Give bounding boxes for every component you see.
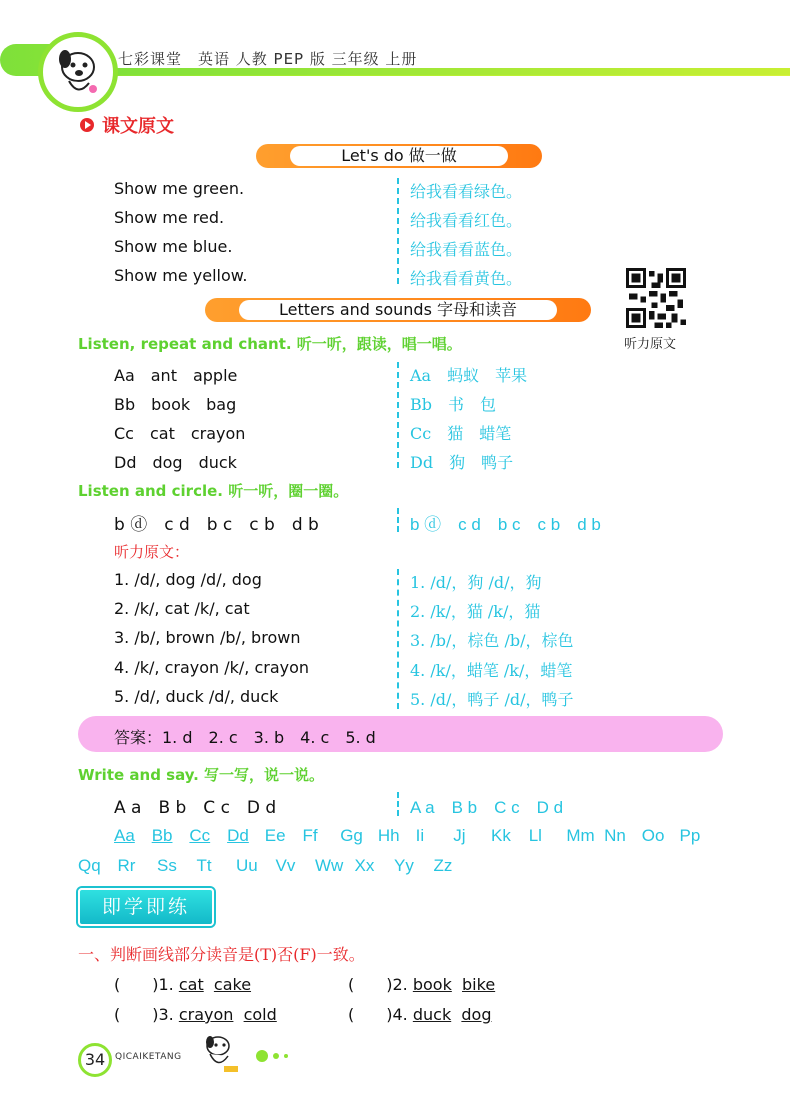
- practice-word: bike: [462, 975, 496, 994]
- write-row-left: A a B b C c D d: [114, 798, 277, 818]
- alphabet-letter: Ff: [302, 826, 318, 845]
- answer-text: 答案：1. d 2. c 3. b 4. c 5. d: [114, 728, 376, 747]
- circle-row-left: b ⓓ c d b c c b d b: [114, 515, 319, 535]
- practice-word: dog: [461, 1005, 492, 1024]
- alphabet-letter: Cc: [189, 826, 211, 845]
- letter-cn-4: Dd 狗 鸭子: [410, 453, 514, 472]
- qr-code-icon[interactable]: [626, 268, 686, 328]
- lets-do-en-4: Show me yellow.: [114, 266, 248, 285]
- letter-cn-1: Aa 蚂蚁 苹果: [410, 366, 528, 385]
- header-title: 七彩课堂 英语 人教 PEP 版 三年级 上册: [118, 50, 418, 68]
- alphabet-letter: Hh: [377, 826, 400, 845]
- alphabet-letter: Aa: [114, 826, 135, 845]
- lets-do-en-3: Show me blue.: [114, 237, 233, 256]
- lets-do-banner: [256, 144, 542, 168]
- alphabet-letter: Vv: [275, 856, 296, 875]
- alphabet-letter: Xx: [354, 856, 375, 875]
- mascot-logo: [38, 32, 118, 112]
- alphabet-letter: Jj: [453, 826, 466, 845]
- practice-item-prefix: ( )1.: [114, 975, 179, 994]
- alphabet-letter: Qq: [78, 856, 101, 875]
- script-cn-2: 2. /k/，猫 /k/，猫: [410, 602, 541, 621]
- alphabet-letter: Tt: [196, 856, 212, 875]
- practice-word: crayon: [178, 1005, 234, 1024]
- alphabet-letter: Bb: [151, 826, 173, 845]
- letter-en-4: Dd dog duck: [114, 453, 237, 472]
- script-en-3: 3. /b/, brown /b/, brown: [114, 628, 301, 647]
- practice-word: book: [412, 975, 452, 994]
- practice-badge: [78, 888, 214, 926]
- practice-item-3: [114, 1002, 277, 1025]
- alphabet-letter: Ii: [415, 826, 425, 845]
- practice-item-prefix: ( )3.: [114, 1005, 179, 1024]
- alphabet-letter: Zz: [433, 856, 453, 875]
- dog-mascot-footer-icon: [196, 1030, 306, 1080]
- letter-en-1: Aa ant apple: [114, 366, 238, 385]
- lets-do-cn-3: 给我看看蓝色。: [410, 240, 523, 259]
- letters-sounds-banner-label: Letters and sounds 字母和读音: [239, 300, 557, 320]
- lets-do-cn-4: 给我看看黄色。: [410, 269, 523, 288]
- letters-sounds-banner: [205, 298, 591, 322]
- practice-word: cake: [213, 975, 252, 994]
- script-cn-4: 4. /k/，蜡笔 /k/，蜡笔: [410, 661, 573, 680]
- header-underline: [95, 68, 790, 75]
- alphabet-letter: Ss: [157, 856, 177, 875]
- column-divider: [397, 569, 399, 709]
- alphabet-letter: Nn: [604, 826, 626, 845]
- lets-do-en-1: Show me green.: [114, 179, 245, 198]
- script-en-1: 1. /d/, dog /d/, dog: [114, 570, 262, 589]
- practice-word: cold: [243, 1005, 277, 1024]
- script-en-4: 4. /k/, crayon /k/, crayon: [114, 658, 310, 677]
- practice-item-1: [114, 972, 251, 995]
- alphabet-letter: Ww: [315, 856, 344, 875]
- script-en-5: 5. /d/, duck /d/, duck: [114, 687, 279, 706]
- letter-cn-3: Cc 猫 蜡笔: [410, 424, 512, 443]
- alphabet-letter: Pp: [679, 826, 701, 845]
- alphabet-letter: Yy: [394, 856, 414, 875]
- qr-caption: 听力原文: [624, 337, 677, 352]
- alphabet-letter: Uu: [236, 856, 258, 875]
- column-divider: [397, 362, 399, 468]
- dog-mascot-icon: [43, 37, 113, 107]
- alphabet-letter: Ee: [264, 826, 286, 845]
- alphabet-letter: Gg: [340, 826, 363, 845]
- practice-item-4: [348, 1002, 491, 1025]
- practice-item-2: [348, 972, 495, 995]
- practice-item-prefix: ( )2.: [348, 975, 413, 994]
- alphabet-letter: Mm: [566, 826, 595, 845]
- practice-word: cat: [178, 975, 204, 994]
- alphabet-letter: Kk: [491, 826, 511, 845]
- alphabet-letter: Dd: [227, 826, 249, 845]
- alphabet-letter: Ll: [528, 826, 542, 845]
- column-divider: [397, 178, 399, 284]
- write-say-heading: Write and say. 写一写，说一说。: [78, 766, 325, 784]
- alphabet-letter: Rr: [117, 856, 136, 875]
- letter-en-2: Bb book bag: [114, 395, 237, 414]
- script-label: 听力原文：: [114, 543, 190, 561]
- practice-word: duck: [412, 1005, 452, 1024]
- write-row-right: A a B b C c D d: [410, 798, 564, 817]
- play-bullet-icon: [80, 118, 94, 132]
- section-title: 课文原文: [102, 116, 174, 137]
- practice-item-prefix: ( )4.: [348, 1005, 413, 1024]
- listen-repeat-heading: Listen, repeat and chant. 听一听，跟读，唱一唱。: [78, 335, 462, 353]
- listen-circle-heading: Listen and circle. 听一听，圈一圈。: [78, 482, 349, 500]
- practice-badge-label: 即学即练: [101, 896, 190, 918]
- page-number: 34: [78, 1043, 112, 1077]
- lets-do-banner-label: Let's do 做一做: [290, 146, 508, 166]
- letter-en-3: Cc cat crayon: [114, 424, 246, 443]
- lets-do-en-2: Show me red.: [114, 208, 225, 227]
- script-cn-3: 3. /b/，棕色 /b/，棕色: [410, 631, 574, 650]
- circle-row-right: b ⓓ c d b c c b d b: [410, 515, 601, 534]
- alphabet-letter: Oo: [641, 826, 665, 845]
- answer-bar: [78, 716, 723, 752]
- column-divider: [397, 792, 399, 816]
- practice-question: 一、判断画线部分读音是(T)否(F)一致。: [78, 945, 365, 964]
- script-en-2: 2. /k/, cat /k/, cat: [114, 599, 250, 618]
- lets-do-cn-1: 给我看看绿色。: [410, 182, 523, 201]
- column-divider: [397, 508, 399, 532]
- letter-cn-2: Bb 书 包: [410, 395, 497, 414]
- footer-brand: QICAIKETANG: [115, 1052, 182, 1062]
- script-cn-1: 1. /d/，狗 /d/，狗: [410, 573, 542, 592]
- lets-do-cn-2: 给我看看红色。: [410, 211, 523, 230]
- script-cn-5: 5. /d/，鸭子 /d/，鸭子: [410, 690, 574, 709]
